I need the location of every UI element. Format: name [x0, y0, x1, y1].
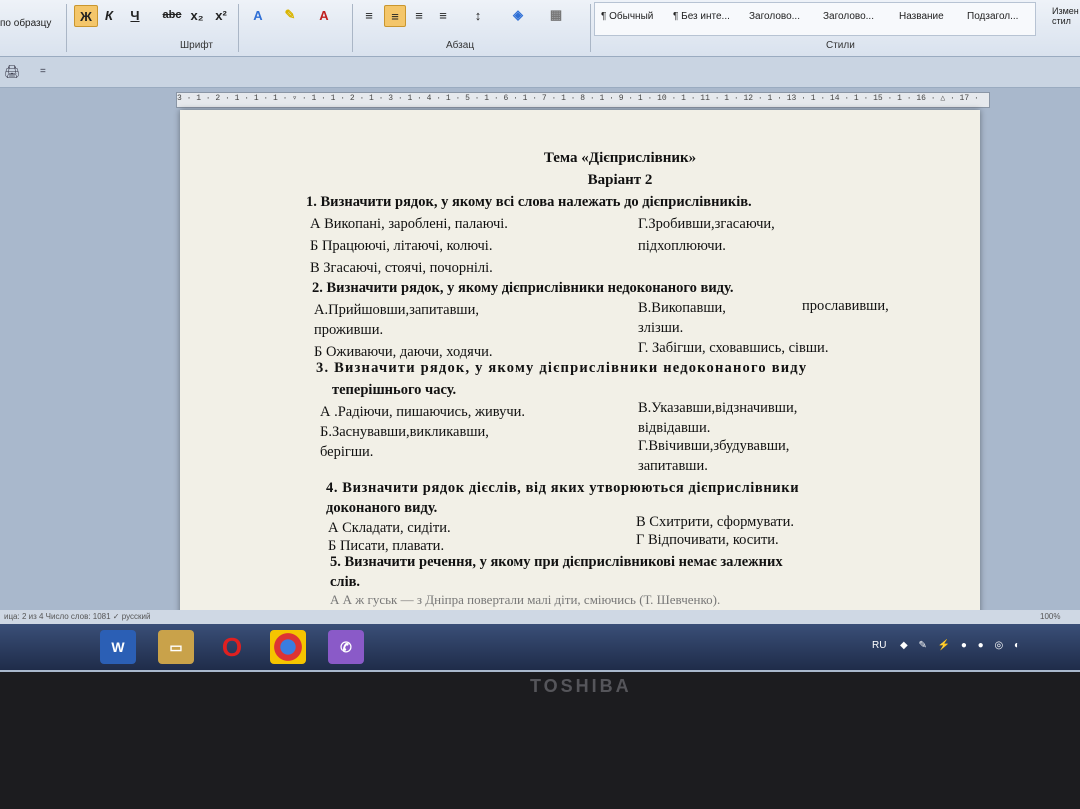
horizontal-ruler[interactable]: 3 · 1 · 2 · 1 · 1 · 1 · ▿ · 1 · 1 · 2 · 1 · 3 · 1 · 4 · 1 · 5 · 1 · 6 · 1 · 7 · 1 · 8 · 1 · 9 · 1 · 10 · 1 · 11 · 1 · 12 · 1 · 13 · 1 · 14 · 1 · 15 · 1 · 16 · △ · 17 ·: [176, 92, 990, 108]
language-indicator[interactable]: RU: [872, 640, 887, 651]
q2-option-a: А.Прийшовши,запитавши,: [314, 302, 479, 318]
style-title[interactable]: Название: [899, 11, 944, 22]
opera-app-icon[interactable]: O: [221, 631, 243, 662]
q2-option-a-cont: проживши.: [314, 322, 384, 338]
bold-button[interactable]: Ж: [74, 5, 98, 27]
change-styles-button[interactable]: Измен стил: [1052, 6, 1079, 26]
q3-option-a: А .Радіючи, пишаючись, живучи.: [320, 404, 526, 420]
ribbon: [0, 0, 1080, 57]
q5-option-a: А А ж гуськ — з Дніпра повертали малі діти, сміючись (Т. Шевченко).: [330, 592, 721, 607]
ribbon-separator: [352, 4, 353, 52]
question-3: 3. Визначити рядок, у якому дієприслівники недоконаного виду: [316, 360, 808, 376]
ribbon-separator: [238, 4, 239, 52]
format-painter-label[interactable]: по образцу: [0, 18, 52, 29]
question-2: 2. Визначити рядок, у якому дієприслівники недоконаного виду.: [312, 280, 734, 296]
q4-option-b: Б Писати, плавати.: [328, 538, 445, 554]
shading-icon[interactable]: ◈: [513, 7, 523, 22]
document-page[interactable]: [180, 110, 980, 620]
q2-option-b: Б Оживаючи, даючи, ходячи.: [314, 344, 493, 360]
q1-option-a: А Викопані, зароблені, палаючі.: [310, 216, 508, 232]
style-subtitle[interactable]: Подзагол...: [967, 11, 1019, 22]
doc-title: Тема «Дієприслівник»: [543, 150, 697, 166]
question-5: 5. Визначити речення, у якому при дієприслівникові немає залежних: [330, 554, 783, 570]
status-bar: [0, 610, 1080, 624]
styles-gallery: [594, 2, 1036, 36]
question-3-cont: теперішнього часу.: [332, 382, 457, 398]
q1-option-g: Г.Зробивши,згасаючи,: [638, 216, 775, 232]
style-no-spacing[interactable]: ¶ Без инте...: [673, 11, 730, 22]
q2-option-g: Г. Забігши, сховавшись, сівши.: [638, 340, 829, 356]
question-1: 1. Визначити рядок, у якому всі слова належать до дієприслівників.: [306, 194, 752, 210]
q3-option-g: Г.Ввічивши,збудувавши,: [638, 438, 790, 454]
taskbar: [0, 624, 1080, 670]
font-group-label: Шрифт: [180, 40, 213, 51]
font-color-icon[interactable]: A: [319, 7, 329, 23]
question-4: 4. Визначити рядок дієслів, від яких утворюються дієприслівники: [326, 480, 800, 496]
q3-option-b-cont: берігши.: [320, 444, 374, 460]
question-5-cont: слів.: [330, 574, 361, 590]
q3-option-g-cont: запитавши.: [638, 458, 708, 474]
q4-option-v: В Схитрити, сформувати.: [636, 514, 794, 530]
strikethrough-button[interactable]: abc: [162, 9, 182, 21]
viber-app-icon[interactable]: ✆: [328, 630, 364, 664]
align-right-icon[interactable]: ≡: [415, 7, 423, 23]
q4-option-g: Г Відпочивати, косити.: [636, 532, 779, 548]
q1-option-g-cont: підхоплюючи.: [638, 238, 726, 254]
question-4-cont: доконаного виду.: [326, 500, 438, 516]
customize-icon[interactable]: =: [40, 66, 46, 77]
zoom-level[interactable]: 100%: [1040, 612, 1061, 621]
align-center-icon[interactable]: ≡: [384, 5, 406, 27]
highlight-icon[interactable]: ✎: [284, 7, 296, 22]
paragraph-group-label: Абзац: [446, 40, 475, 51]
q3-option-b: Б.Заснувавши,викликавши,: [320, 424, 489, 440]
align-left-icon[interactable]: ≡: [365, 7, 373, 23]
text-effects-icon[interactable]: A: [253, 7, 263, 23]
style-normal[interactable]: ¶ Обычный: [601, 11, 654, 22]
q3-option-v-cont: відвідавши.: [638, 420, 711, 436]
style-heading-2[interactable]: Заголово...: [823, 11, 874, 22]
styles-group-label: Стили: [826, 40, 855, 51]
superscript-button[interactable]: x²: [215, 7, 227, 23]
q3-option-v: В.Указавши,відзначивши,: [638, 400, 798, 416]
underline-button[interactable]: Ч: [130, 7, 140, 23]
q2-option-v-word: прославивши,: [802, 298, 889, 314]
ribbon-separator: [66, 4, 67, 52]
italic-button[interactable]: К: [105, 7, 113, 23]
tray-icons[interactable]: ◆ ✎ ⚡ ● ● ◎ ◐: [900, 640, 1025, 651]
borders-icon[interactable]: ▦: [549, 7, 563, 22]
justify-icon[interactable]: ≡: [439, 7, 447, 23]
subscript-button[interactable]: x₂: [190, 7, 204, 23]
quick-access-bar: [0, 57, 1080, 88]
q4-option-a: А Складати, сидіти.: [328, 520, 451, 536]
q1-option-b: Б Працюючі, літаючі, колючі.: [310, 238, 493, 254]
chrome-app-icon[interactable]: [270, 630, 306, 664]
doc-variant: Варіант 2: [587, 172, 653, 188]
print-preview-icon[interactable]: 🖨: [4, 64, 21, 79]
ribbon-separator: [590, 4, 591, 52]
word-app-icon[interactable]: W: [100, 630, 136, 664]
q2-option-v: В.Викопавши,: [638, 300, 726, 316]
line-spacing-icon[interactable]: ↕: [474, 7, 482, 23]
folder-app-icon[interactable]: ▭: [158, 630, 194, 664]
q1-option-v: В Згасаючі, стоячі, почорнілі.: [310, 260, 493, 276]
q2-option-v-cont: злізши.: [638, 320, 684, 336]
laptop-brand: TOSHIBA: [530, 676, 632, 696]
status-left: ица: 2 из 4 Число слов: 1081 ✓ русский: [4, 612, 151, 621]
style-heading-1[interactable]: Заголово...: [749, 11, 800, 22]
